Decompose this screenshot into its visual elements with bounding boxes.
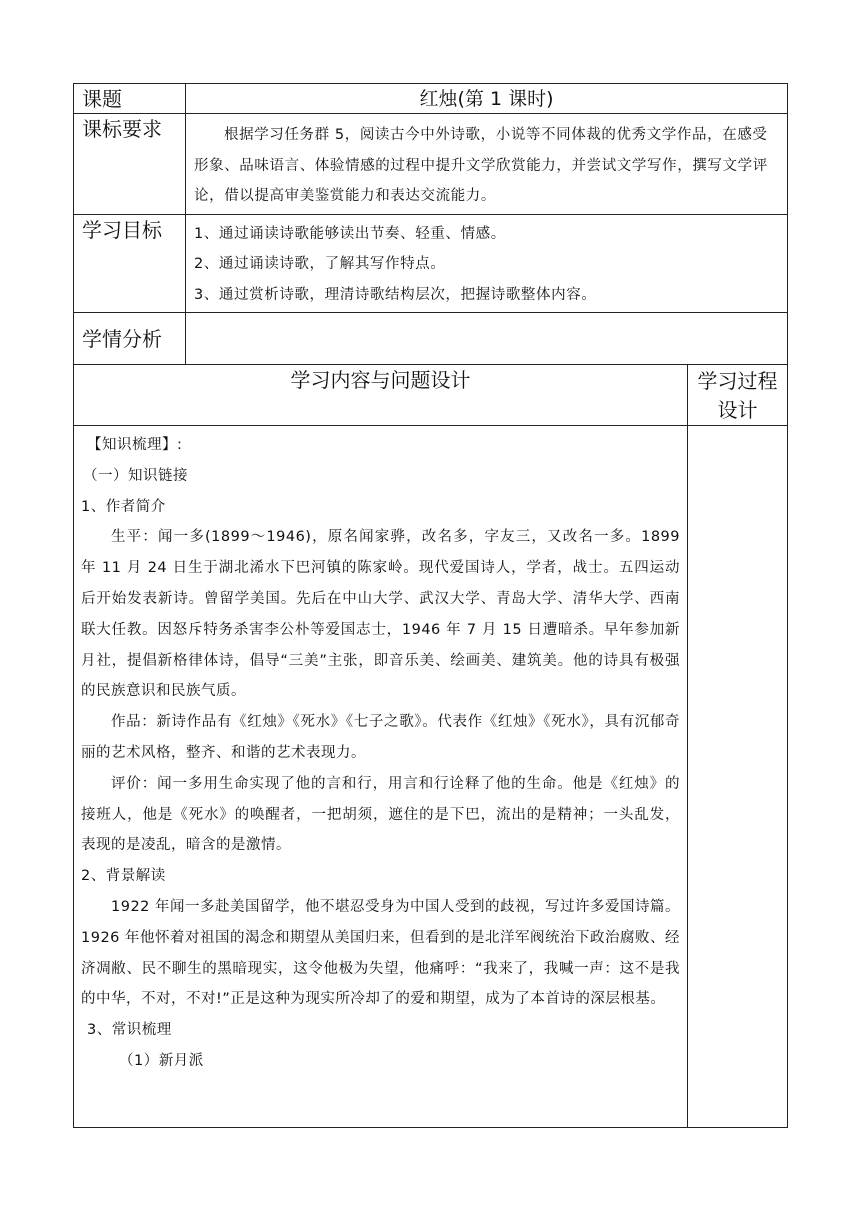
standard-text: 根据学习任务群 5，阅读古今中外诗歌，小说等不同体裁的优秀文学作品，在感受形象、品味语言、体验情感的过程中提升文学欣赏能力，并尝试文学写作，撰写文学评论，借以提高审美鉴赏能力和表达交流能力。: [194, 127, 768, 204]
topic-row: [74, 84, 788, 114]
background-heading: 2、背景解读: [81, 868, 166, 885]
topic-label: 课题: [74, 84, 186, 114]
lesson-plan-table: [73, 83, 788, 1128]
standard-cell: [186, 114, 788, 215]
objectives-row: [74, 214, 788, 313]
common-item: （1）新月派: [119, 1052, 204, 1069]
standard-label: 课标要求: [74, 114, 186, 215]
sub-heading: （一）知识链接: [83, 467, 188, 484]
author-bio: 生平：闻一多(1899～1946)，原名闻家骅，改名多，字友三，又改名一多。1899 年 11 月 24 日生于湖北浠水下巴河镇的陈家岭。现代爱国诗人，学者，战士。五四运动后开始发表新诗。曾留学美国。先后在中山大学、武汉大学、青岛大学、清华大学、西南联大任教。因怒斥特务杀害李公朴等爱国志士，1946 年 7 月 15 日遭暗杀。早年参加新月社，提倡新格律体诗，倡导“三美”主张，即音乐美、绘画美、建筑美。他的诗具有极强的民族意识和民族气质。: [81, 529, 695, 700]
author-heading: 1、作者简介: [81, 498, 166, 515]
knowledge-heading: 【知识梳理】:: [87, 437, 183, 453]
process-header: [688, 365, 788, 426]
objective-item: 2、通过诵读诗歌，了解其写作特点。: [194, 256, 446, 272]
process-cell: [688, 426, 788, 1128]
author-evaluation: 评价：闻一多用生命实现了他的言和行，用言和行诠释了他的生命。他是《红烛》的接班人，他是《死水》的唤醒者，一把胡须，遮住的是下巴，流出的是精神；一头乱发，表现的是凌乱，暗含的是激情。: [81, 775, 680, 854]
objective-item: 3、通过赏析诗歌，理清诗歌结构层次，把握诗歌整体内容。: [194, 286, 597, 303]
content-header: 学习内容与问题设计: [74, 365, 688, 426]
content-cell: [74, 426, 695, 1128]
analysis-label: 学情分析: [74, 313, 186, 365]
content-row: [74, 426, 788, 1128]
section-header-row: [74, 365, 788, 426]
background-text: 1922 年闻一多赴美国留学，他不堪忍受身为中国人受到的歧视，写过许多爱国诗篇。1926 年他怀着对祖国的渴念和期望从美国归来，但看到的是北洋军阀统治下政治腐败、经济凋敝、民不聊生的黑暗现实，这令他极为失望，他痛呼：“我来了，我喊一声：这不是我的中华，不对，不对!”正是这种为现实所冷却了的爱和期望，成为了本首诗的深层根基。: [81, 898, 681, 1008]
analysis-row: [74, 313, 788, 365]
objective-item: 1、通过诵读诗歌能够读出节奏、轻重、情感。: [194, 225, 506, 242]
process-header-text: 学习过程设计: [697, 369, 778, 422]
common-heading: 3、常识梳理: [87, 1022, 172, 1039]
analysis-cell: [186, 313, 788, 365]
topic-title: 红烛(第 1 课时): [186, 84, 788, 114]
objectives-cell: [186, 214, 788, 313]
objectives-label: 学习目标: [74, 214, 186, 313]
author-works: 作品：新诗作品有《红烛》《死水》《七子之歌》。代表作《红烛》《死水》，具有沉郁奇丽的艺术风格，整齐、和谐的艺术表现力。: [81, 714, 680, 761]
standard-row: [74, 114, 788, 215]
